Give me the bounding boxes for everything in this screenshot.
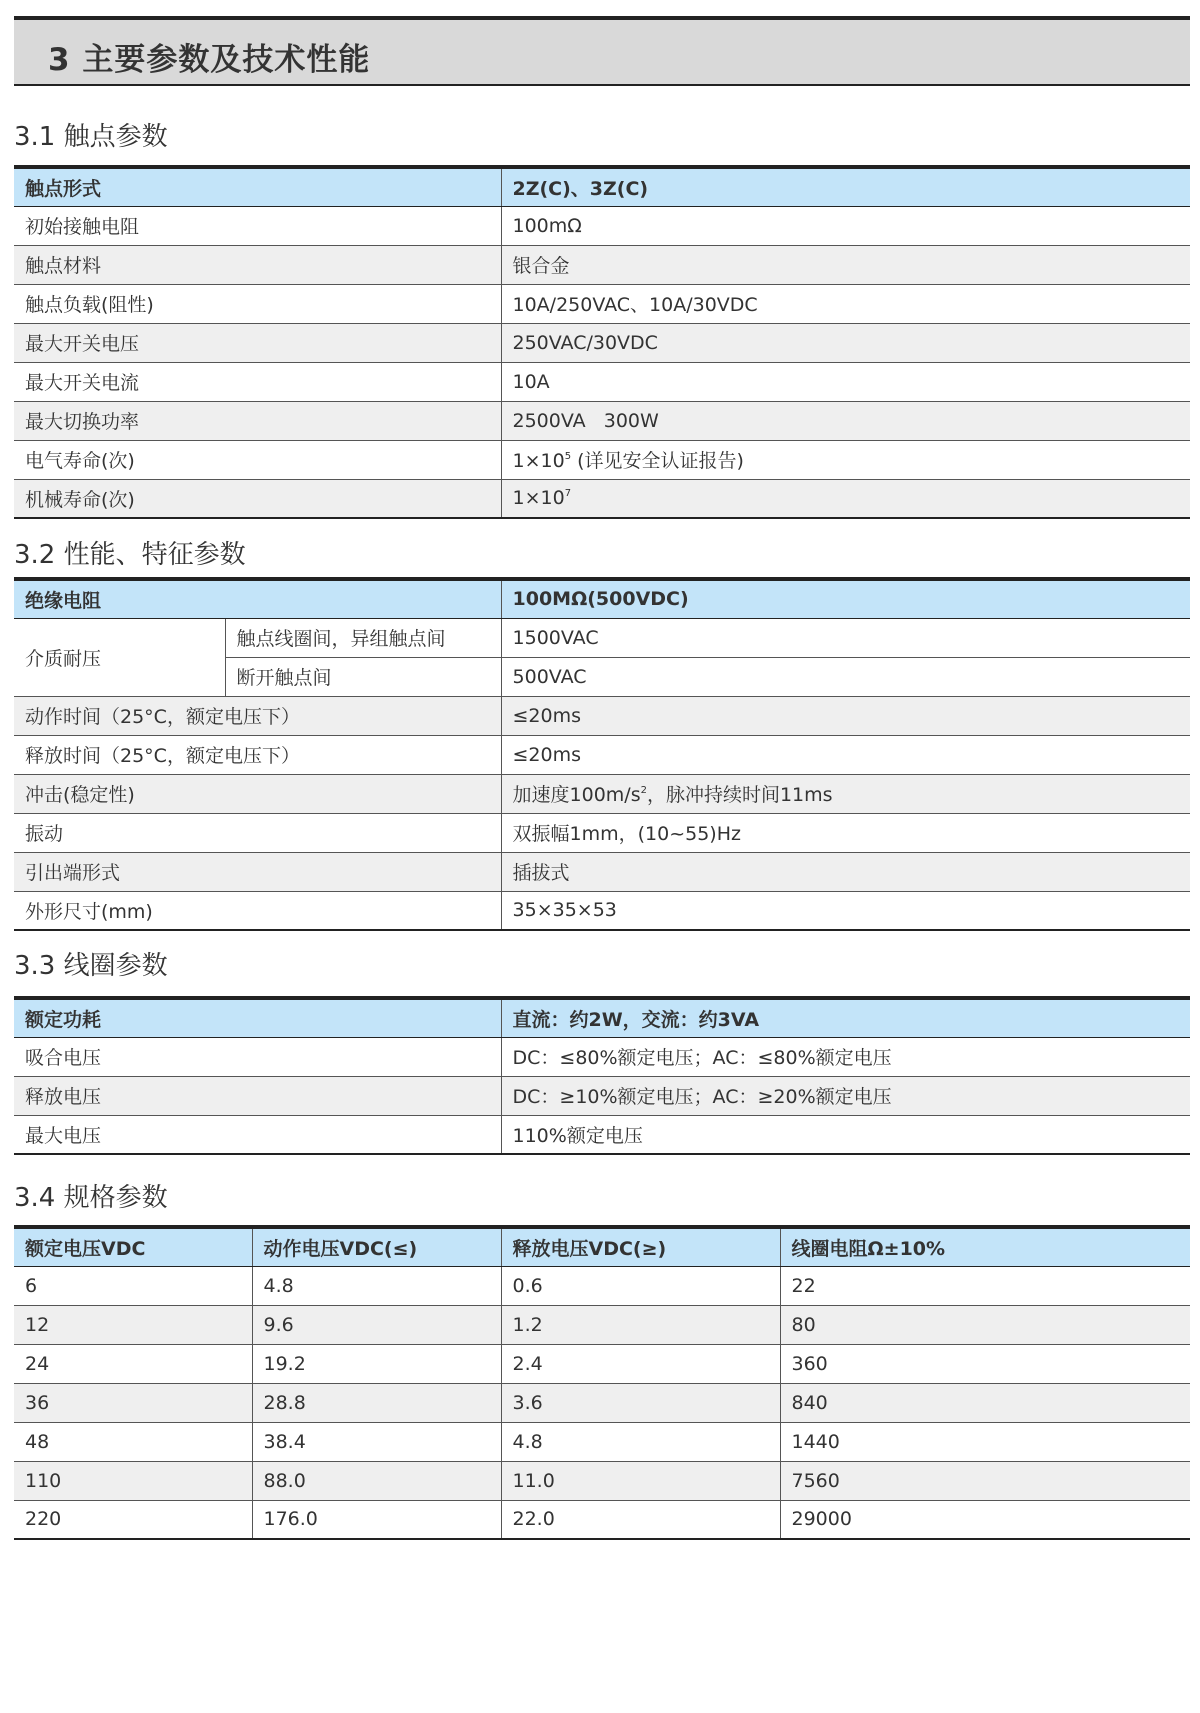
param-label: 机械寿命(次) — [14, 479, 501, 518]
cell-release-voltage: 0.6 — [501, 1266, 780, 1305]
table-row — [14, 813, 1190, 852]
table-row — [14, 891, 1190, 930]
table-row — [14, 284, 1190, 323]
cell-coil-resistance: 7560 — [780, 1461, 1190, 1500]
header-cell: 直流：约2W，交流：约3VA — [501, 998, 1190, 1037]
table-row — [14, 1076, 1190, 1115]
cell-pickup-voltage: 38.4 — [252, 1422, 501, 1461]
cell-coil-resistance: 360 — [780, 1344, 1190, 1383]
param-value: 2500VA 300W — [501, 401, 1190, 440]
value-note: (详见安全认证报告) — [571, 450, 744, 472]
section-title-coil: 3.3 线圈参数 — [14, 951, 168, 981]
param-label: 冲击(稳定性) — [14, 774, 501, 813]
cell-coil-resistance: 22 — [780, 1266, 1190, 1305]
table-row — [14, 735, 1190, 774]
cell-pickup-voltage: 9.6 — [252, 1305, 501, 1344]
param-label: 触点负载(阻性) — [14, 284, 501, 323]
table-row — [14, 852, 1190, 891]
param-label: 电气寿命(次) — [14, 440, 501, 479]
header-cell: 额定功耗 — [14, 998, 501, 1037]
cell-rated-voltage: 12 — [14, 1305, 252, 1344]
table-row — [14, 1500, 1190, 1539]
value-exponent: 2 — [640, 785, 647, 796]
chapter-title: 3 主要参数及技术性能 — [48, 42, 371, 78]
param-value: 银合金 — [501, 245, 1190, 284]
cell-coil-resistance: 840 — [780, 1383, 1190, 1422]
value-exponent: 5 — [564, 451, 572, 462]
param-label: 最大切换功率 — [14, 401, 501, 440]
contact-params-table — [14, 165, 1190, 519]
table-row — [14, 1383, 1190, 1422]
table-row — [14, 1305, 1190, 1344]
cell-coil-resistance: 1440 — [780, 1422, 1190, 1461]
section-title-spec: 3.4 规格参数 — [14, 1183, 168, 1213]
cell-release-voltage: 2.4 — [501, 1344, 780, 1383]
table-row — [14, 323, 1190, 362]
table-row — [14, 1266, 1190, 1305]
param-value: 35×35×53 — [512, 899, 617, 922]
param-value: ≤20ms — [501, 735, 1190, 774]
table-header-row — [14, 998, 1190, 1037]
param-label: 外形尺寸(mm) — [14, 891, 501, 930]
param-label: 最大开关电流 — [14, 362, 501, 401]
table-row — [14, 206, 1190, 245]
param-sublabel: 触点线圈间，异组触点间 — [225, 618, 501, 657]
performance-params-table — [14, 577, 1190, 931]
param-label: 吸合电压 — [14, 1037, 501, 1076]
table-row — [14, 774, 1190, 813]
param-label: 动作时间（25°C，额定电压下） — [14, 696, 501, 735]
param-value: 插拔式 — [501, 852, 1190, 891]
param-sublabel: 断开触点间 — [225, 657, 501, 696]
cell-pickup-voltage: 4.8 — [252, 1266, 501, 1305]
param-value: 1500VAC — [501, 618, 1190, 657]
table-row — [14, 1422, 1190, 1461]
table-row — [14, 696, 1190, 735]
param-label: 介质耐压 — [14, 618, 225, 696]
param-label: 释放时间（25°C，额定电压下） — [14, 735, 501, 774]
header-cell: 线圈电阻Ω±10% — [780, 1227, 1190, 1266]
table-row — [14, 362, 1190, 401]
cell-coil-resistance: 29000 — [791, 1508, 852, 1531]
param-value: DC：≤80%额定电压；AC：≤80%额定电压 — [501, 1037, 1190, 1076]
cell-rated-voltage: 24 — [14, 1344, 252, 1383]
table-row — [14, 245, 1190, 284]
param-label: 最大开关电压 — [14, 323, 501, 362]
cell-pickup-voltage: 19.2 — [252, 1344, 501, 1383]
param-value: 100mΩ — [501, 206, 1190, 245]
param-value — [501, 774, 1190, 813]
table-row — [14, 401, 1190, 440]
table-row — [14, 1461, 1190, 1500]
cell-rated-voltage: 48 — [14, 1422, 252, 1461]
header-cell: 100MΩ(500VDC) — [501, 579, 1190, 618]
header-cell: 动作电压VDC(≤) — [252, 1227, 501, 1266]
section-title-performance: 3.2 性能、特征参数 — [14, 540, 246, 570]
param-label: 振动 — [14, 813, 501, 852]
value-note: ，脉冲持续时间11ms — [646, 784, 833, 806]
header-cell: 释放电压VDC(≥) — [501, 1227, 780, 1266]
param-value: 500VAC — [501, 657, 1190, 696]
table-row — [14, 618, 1190, 657]
table-header-row — [14, 167, 1190, 206]
cell-release-voltage: 3.6 — [501, 1383, 780, 1422]
param-value: ≤20ms — [501, 696, 1190, 735]
cell-rated-voltage: 220 — [14, 1500, 252, 1539]
table-row — [14, 479, 1190, 518]
cell-pickup-voltage: 176.0 — [252, 1500, 501, 1539]
cell-release-voltage: 22.0 — [501, 1500, 780, 1539]
section-title-contact: 3.1 触点参数 — [14, 122, 168, 152]
param-value: 10A — [501, 362, 1190, 401]
cell-pickup-voltage: 88.0 — [252, 1461, 501, 1500]
cell-coil-resistance: 80 — [780, 1305, 1190, 1344]
table-row — [14, 1344, 1190, 1383]
spec-params-table — [14, 1225, 1190, 1540]
param-value: DC：≥10%额定电压；AC：≥20%额定电压 — [501, 1076, 1190, 1115]
cell-release-voltage: 11.0 — [501, 1461, 780, 1500]
value-base: 1×10 — [512, 487, 565, 510]
header-cell: 绝缘电阻 — [14, 579, 501, 618]
value-base: 加速度100m/s — [512, 784, 641, 806]
param-label: 最大电压 — [14, 1115, 501, 1154]
chapter-header — [14, 16, 1190, 86]
param-label: 触点材料 — [14, 245, 501, 284]
cell-rated-voltage: 110 — [14, 1461, 252, 1500]
param-value: 250VAC/30VDC — [501, 323, 1190, 362]
header-cell: 触点形式 — [14, 167, 501, 206]
param-value — [501, 440, 1190, 479]
cell-rated-voltage: 6 — [14, 1266, 252, 1305]
param-value — [501, 479, 1190, 518]
table-row — [14, 1037, 1190, 1076]
value-base: 1×10 — [512, 450, 565, 472]
param-label: 引出端形式 — [14, 852, 501, 891]
cell-pickup-voltage: 28.8 — [252, 1383, 501, 1422]
value-exponent: 7 — [564, 488, 572, 500]
header-cell: 额定电压VDC — [14, 1227, 252, 1266]
table-row — [14, 440, 1190, 479]
coil-params-table — [14, 996, 1190, 1155]
table-header-row — [14, 1227, 1190, 1266]
cell-release-voltage: 4.8 — [501, 1422, 780, 1461]
param-value: 110%额定电压 — [512, 1124, 643, 1147]
param-label: 初始接触电阻 — [14, 206, 501, 245]
cell-rated-voltage: 36 — [14, 1383, 252, 1422]
cell-release-voltage: 1.2 — [501, 1305, 780, 1344]
param-value: 10A/250VAC、10A/30VDC — [501, 284, 1190, 323]
header-cell: 2Z(C)、3Z(C) — [501, 167, 1190, 206]
table-row — [14, 1115, 1190, 1154]
param-label: 释放电压 — [14, 1076, 501, 1115]
table-header-row — [14, 579, 1190, 618]
param-value: 双振幅1mm，(10~55)Hz — [501, 813, 1190, 852]
